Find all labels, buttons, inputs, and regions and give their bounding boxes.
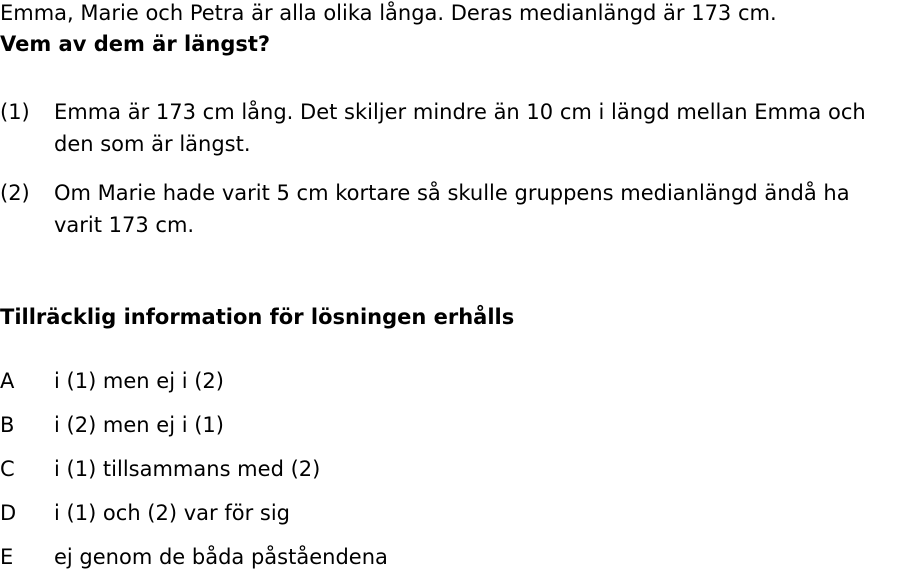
option-c-text: i (1) tillsammans med (2) [54, 457, 321, 481]
option-d-letter: D [0, 501, 17, 525]
option-a-text: i (1) men ej i (2) [54, 369, 224, 393]
option-b-letter: B [0, 413, 15, 437]
statement-1-text: Emma är 173 cm lång. Det skiljer mindre än 10 cm i längd mellan Emma och den som är längst. [54, 100, 866, 156]
option-d-text: i (1) och (2) var för sig [54, 501, 290, 525]
instruction-heading: Tillräcklig information för lösningen erhålls [0, 305, 515, 329]
statement-2-text: Om Marie hade varit 5 cm kortare så skulle gruppens medianlängd ändå ha varit 173 cm. [54, 181, 850, 237]
option-e-text: ej genom de båda påståendena [54, 545, 388, 569]
question-intro: Emma, Marie och Petra är alla olika långa. Deras medianlängd är 173 cm. [0, 1, 777, 25]
option-b-text: i (2) men ej i (1) [54, 413, 224, 437]
option-c-letter: C [0, 457, 15, 481]
option-e-letter: E [0, 545, 14, 569]
statement-2-number: (2) [0, 181, 30, 205]
question-prompt: Vem av dem är längst? [0, 32, 271, 56]
statement-1-number: (1) [0, 100, 30, 124]
option-a-letter: A [0, 369, 15, 393]
